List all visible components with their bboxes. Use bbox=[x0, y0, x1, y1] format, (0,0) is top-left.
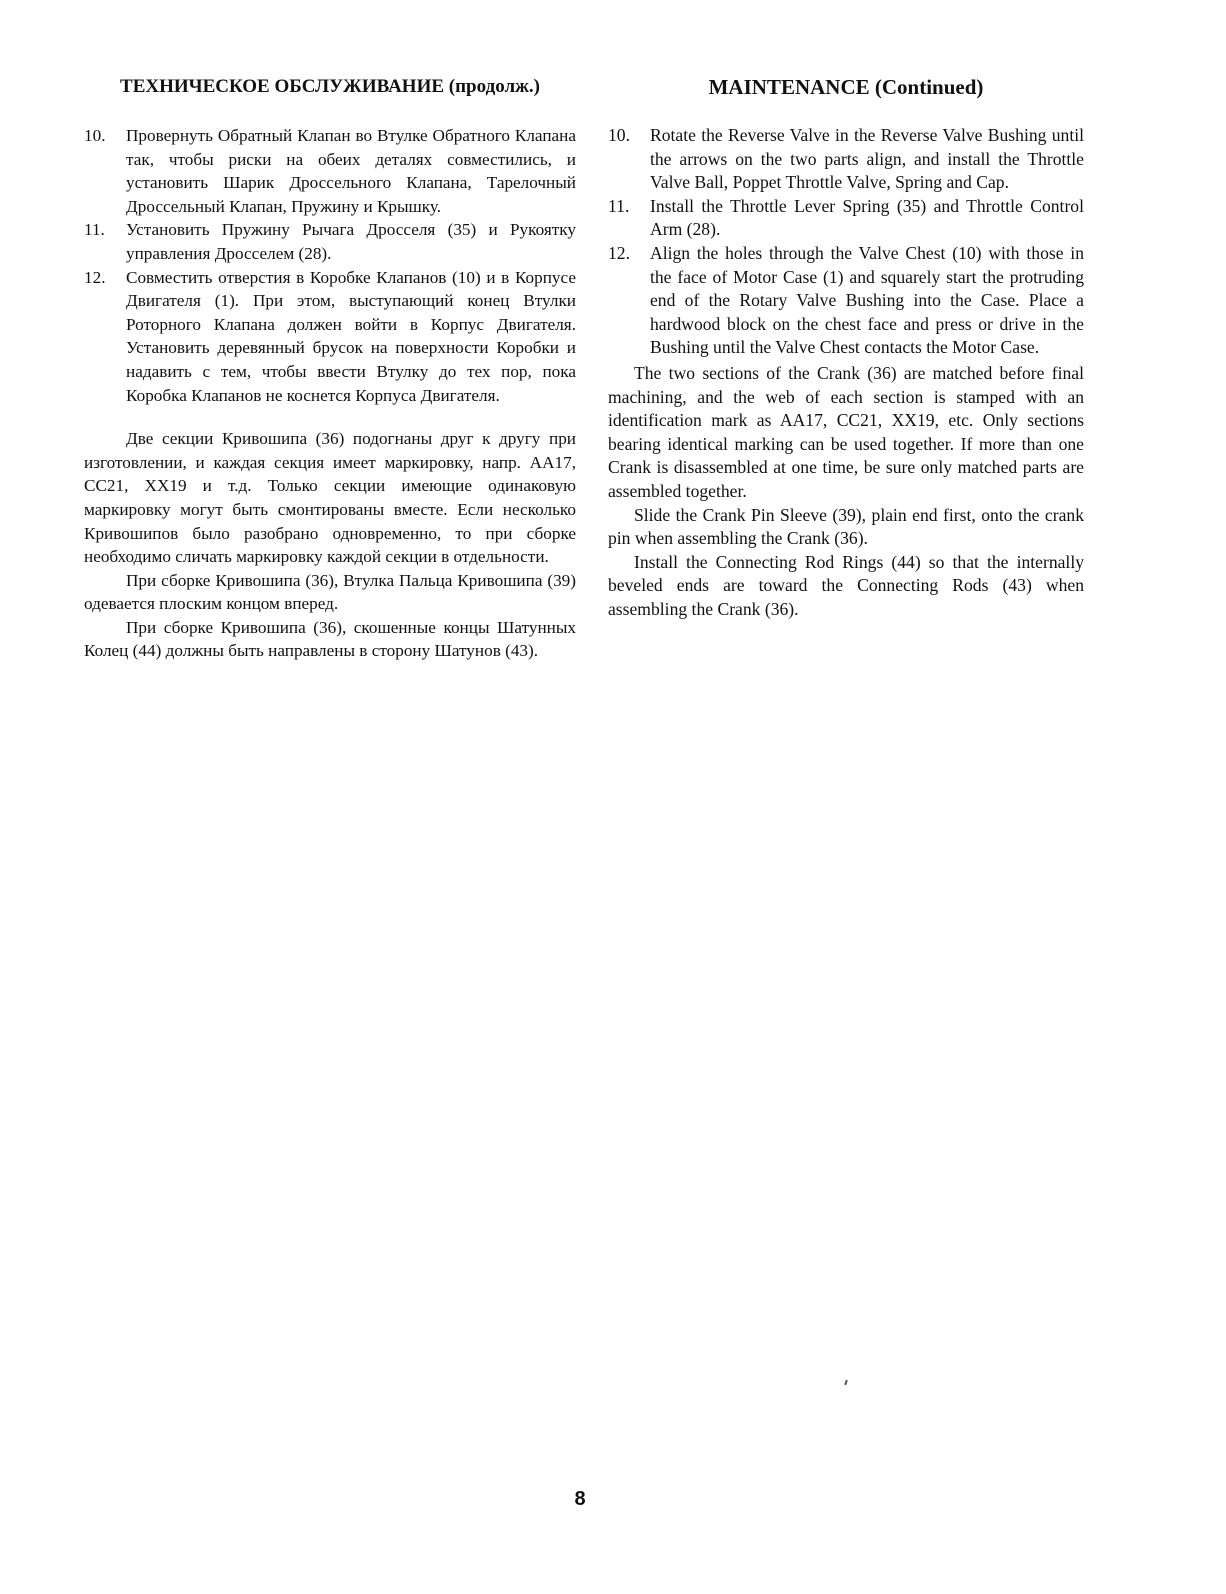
english-paragraph-rod-rings: Install the Connecting Rod Rings (44) so that the internally beveled ends are toward the Connecting Rods (43) when assembling the Crank (36). bbox=[608, 551, 1084, 619]
english-heading: MAINTENANCE (Continued) bbox=[708, 75, 984, 99]
step-number: 12. bbox=[608, 242, 630, 263]
english-step-11 bbox=[608, 195, 1084, 242]
english-step-10 bbox=[608, 124, 1084, 195]
russian-paragraph-pin-sleeve: При сборке Кривошипа (36), Втулка Пальца Кривошипа (39) одевается плоским концом вперед. bbox=[84, 570, 576, 614]
step-number: 10. bbox=[608, 125, 630, 145]
russian-step-12 bbox=[84, 266, 576, 408]
step-number: 10. bbox=[84, 126, 106, 145]
step-number: 11. bbox=[608, 195, 630, 216]
english-paragraph-pin-sleeve: Slide the Crank Pin Sleeve (39), plain end first, onto the crank pin when assembling the Crank (36). bbox=[608, 504, 1084, 549]
english-paragraph-crank-sections: The two sections of the Crank (36) are matched before final machining, and the web of each section is stamped with an identification mark as AA17, CC21, XX19, etc. Only sections bearing identical marking can be used together. If more than one Crank is disassembled at one time, be sure only matched parts are assembled together. bbox=[608, 362, 1084, 501]
step-text: Совместить отверстия в Коробке Клапанов (10) и в Корпусе Двигателя (1). При этом, выступающий конец Втулки Роторного Клапана должен войти в Корпус Двигателя. Установить деревянный брусок на поверхности Коробки и надавить с тем, чтобы ввести Втулку до тех пор, пока Коробка Клапанов не коснется Корпуса Двигателя. bbox=[126, 267, 576, 405]
russian-heading: ТЕХНИЧЕСКОЕ ОБСЛУЖИВАНИЕ (продолж.) bbox=[120, 76, 540, 97]
english-step-12 bbox=[608, 242, 1084, 360]
step-text: Провернуть Обратный Клапан во Втулке Обратного Клапана так, чтобы риски на обеих деталях совместились, и установить Шарик Дроссельного Клапана, Тарелочный Дроссельный Клапан, Пружину и Крышку. bbox=[126, 126, 576, 216]
russian-paragraph-crank-sections: Две секции Кривошипа (36) подогнаны друг к другу при изготовлении, и каждая секция имеет маркировку, напр. AA17, CC21, XX19 и т.д. Только секции имеющие одинаковую маркировку могут быть смонтированы вместе. Если несколько Кривошипов было разобрано одновременно, то при сборке необходимо сличать маркировку каждой секции в отдельности. bbox=[84, 429, 576, 567]
english-column bbox=[608, 72, 1084, 621]
english-steps-list bbox=[608, 124, 1084, 360]
step-text: Install the Throttle Lever Spring (35) and Throttle Control Arm (28). bbox=[650, 195, 1084, 240]
russian-paragraph-rod-rings: При сборке Кривошипа (36), скошенные концы Шатунных Колец (44) должны быть направлены в сторону Шатунов (43). bbox=[84, 617, 576, 661]
scan-speck bbox=[844, 1380, 848, 1385]
step-number: 11. bbox=[84, 220, 105, 240]
russian-column bbox=[84, 72, 576, 663]
russian-step-10 bbox=[84, 124, 576, 218]
page-number: 8 bbox=[574, 1488, 586, 1510]
step-number: 12. bbox=[84, 267, 106, 287]
step-text: Установить Пружину Рычага Дросселя (35) и Рукоятку управления Дросселем (28). bbox=[126, 220, 576, 263]
russian-steps-list bbox=[84, 124, 576, 407]
step-text: Align the holes through the Valve Chest (10) with those in the face of Motor Case (1) and squarely start the protruding end of the Rotary Valve Bushing into the Case. Place a hardwood block on the chest face and press or drive in the Bushing until the Valve Chest contacts the Motor Case. bbox=[650, 242, 1084, 358]
russian-step-11 bbox=[84, 218, 576, 265]
step-text: Rotate the Reverse Valve in the Reverse Valve Bushing until the arrows on the two parts align, and install the Throttle Valve Ball, Poppet Throttle Valve, Spring and Cap. bbox=[650, 125, 1084, 193]
